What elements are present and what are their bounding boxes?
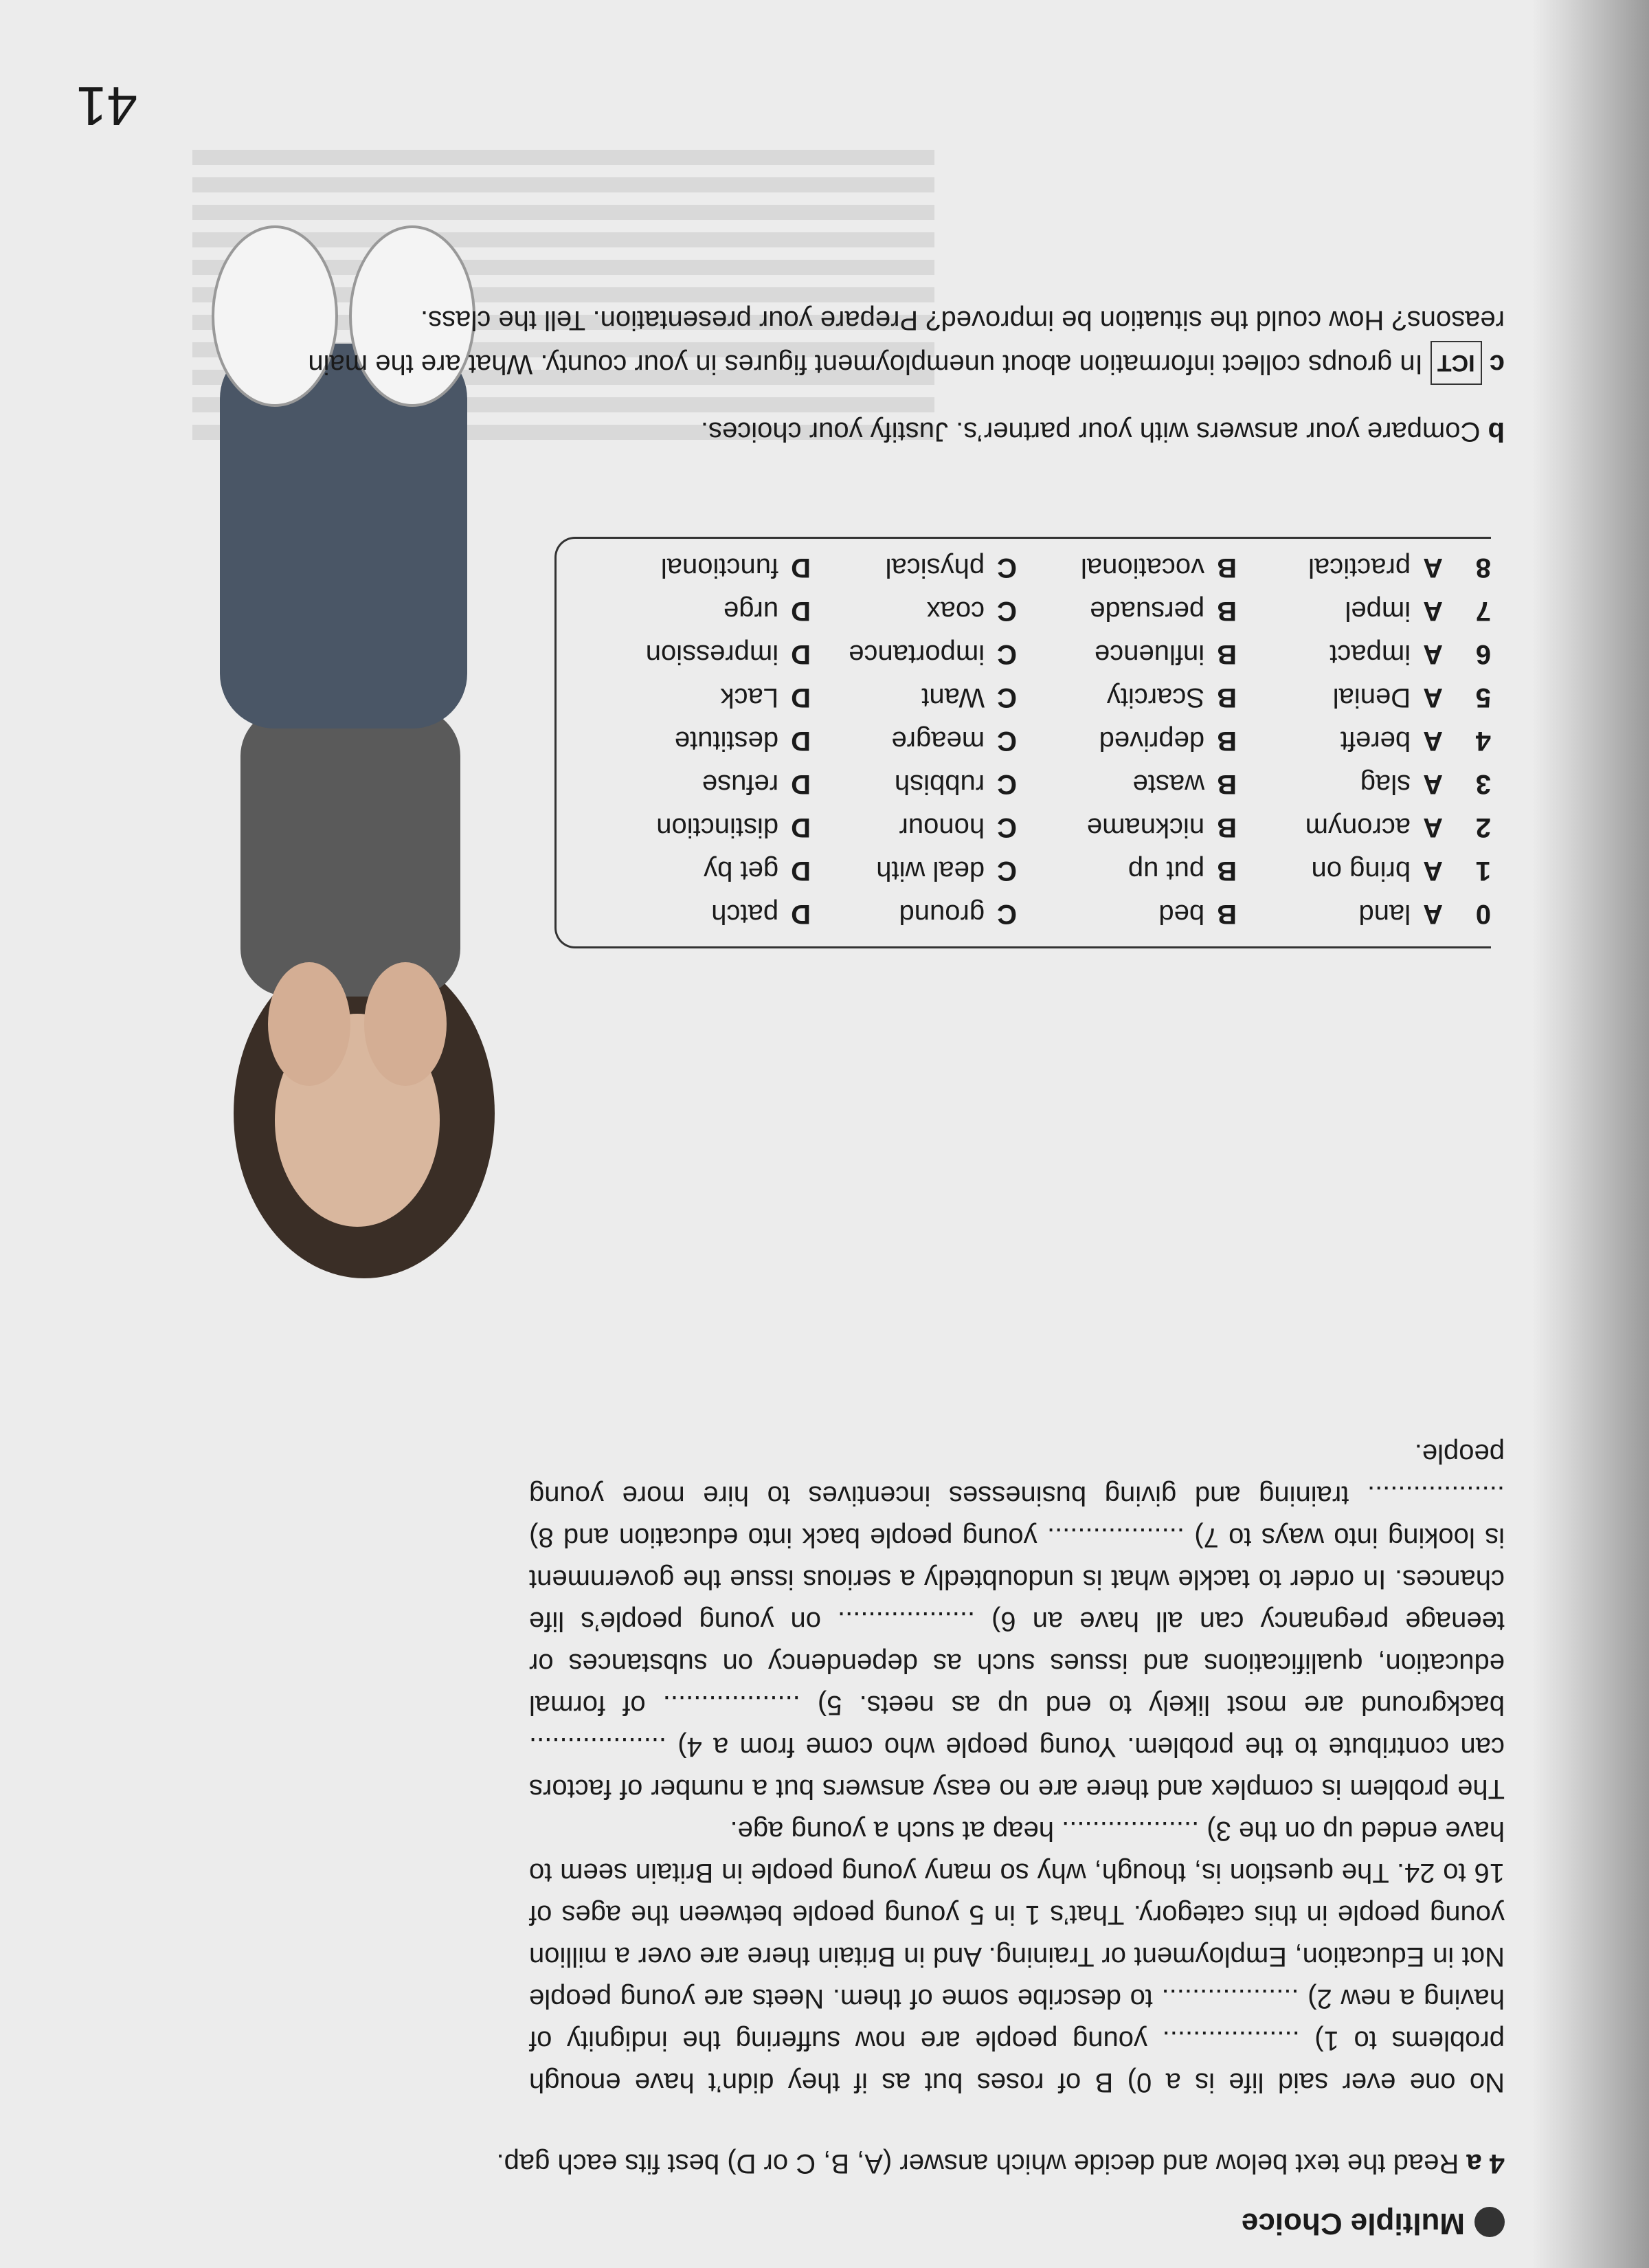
section-bullet-icon bbox=[1474, 2207, 1505, 2237]
instruction: 4 a Read the text below and decide which answer (A, B, C or D) best fits each gap. bbox=[496, 2148, 1505, 2179]
gap-fill-passage bbox=[529, 1432, 1505, 2103]
option-row: 5 ADenial BScarcity CWant DLack bbox=[720, 682, 1491, 713]
option-row: 6 Aimpact Binfluence Cimportance Dimpression bbox=[645, 639, 1491, 669]
section-title: Multiple Choice bbox=[1242, 2206, 1505, 2241]
page-gutter-shadow bbox=[1532, 0, 1649, 2268]
option-row: 3 Aslag Bwaste Crubbish Drefuse bbox=[702, 769, 1491, 799]
task-c: c ICT In groups collect information about unemployment figures in your county. What are the main reasons? How could the situation be improved? Prepare your presentation. Tell the class. bbox=[227, 300, 1505, 385]
option-row: 1 Abring on Bput up Cdeal with Dget by bbox=[704, 856, 1491, 886]
passage-paragraph: No one ever said life is a 0) B of roses but as if they didn’t have enough problems to 1) .................. young people are now suffering the indignity of having a new 2) .................. to describe some of them. Neets are young people Not in Education, Employment or Training. And in Britain there are over a million young people in this category. That’s 1 in 5 young people between the ages of 16 to 24. The question is, though, why so many young people in Britain seem to have ended up on the 3) .................. heap at such a young age. bbox=[529, 1816, 1505, 2098]
passage-paragraph: The problem is complex and there are no easy answers but a number of factors can contribute to the problem. Young people who come from a 4) .................. background are most likely to end up as neets. 5) .................. of formal education, qualifications and issues such as dependency on substances or teenage pregnancy can all have an 6) .................. on young people’s life chances. In order to tackle what is undoubtedly a serious issue the government is looking into ways to 7) .................. young people back into education and 8) .................. training and giving businesses incentives to hire more young people. bbox=[529, 1438, 1505, 1804]
answer-options-box bbox=[554, 537, 1491, 948]
option-row: 2 Aacronym Bnickname Chonour Ddistinction bbox=[656, 812, 1491, 843]
option-row: 4 Abereft Bdeprived Cmeagre Ddestitute bbox=[674, 726, 1491, 756]
option-row: 0 Aland Bbed Cground Dpatch bbox=[711, 899, 1491, 929]
ict-badge: ICT bbox=[1431, 341, 1482, 385]
page-number: 41 bbox=[76, 76, 137, 137]
task-b: b Compare your answers with your partner’s. Justify your choices. bbox=[700, 416, 1505, 447]
option-row: 7 Aimpel Bpersuade Ccoax Durge bbox=[723, 596, 1491, 626]
option-row: 8 Apractical Bvocational Cphysical Dfunctional bbox=[660, 553, 1491, 583]
